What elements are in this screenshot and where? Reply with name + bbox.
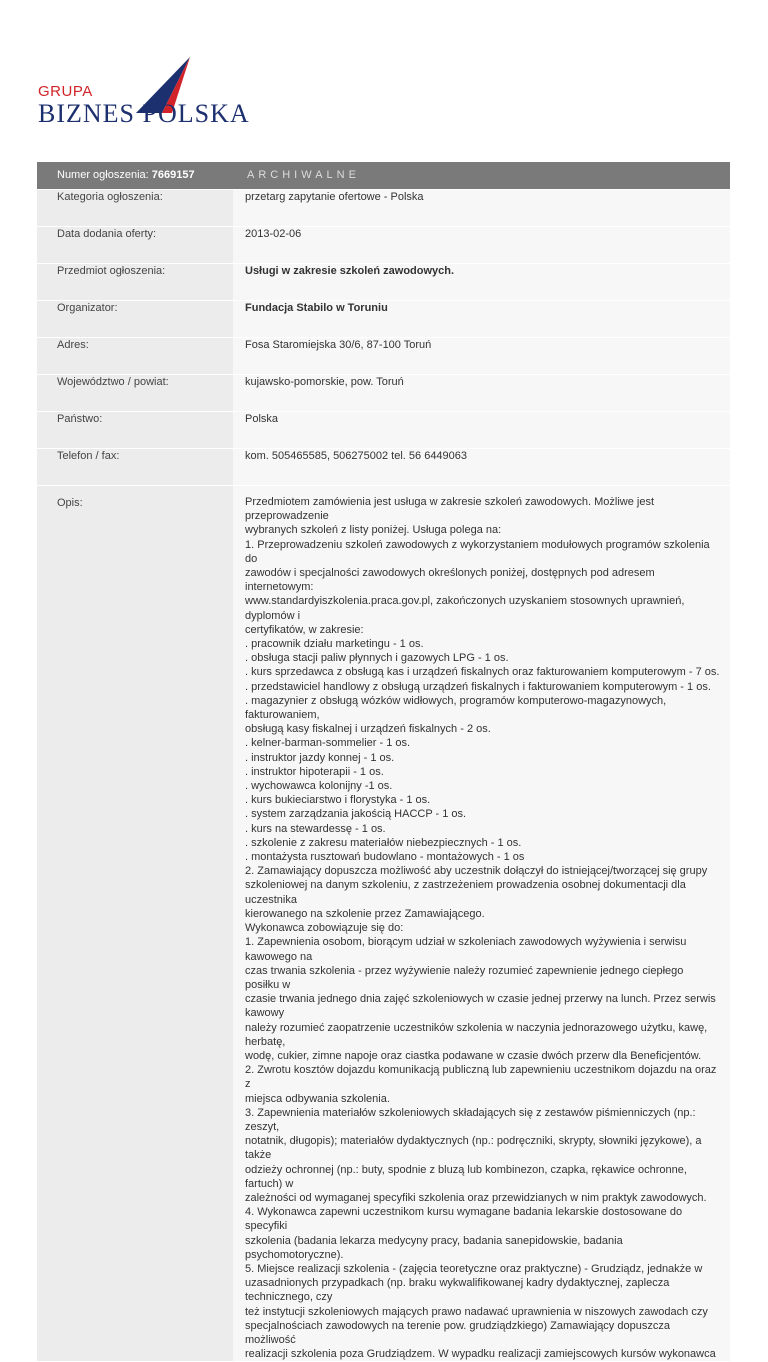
opis-line: . instruktor hipoterapii - 1 os. bbox=[245, 765, 384, 778]
opis-line: szkoleniowej na danym szkoleniu, z zastrzeżeniem prowadzenia osobnej dokumentacji dla uczestnika bbox=[245, 879, 686, 906]
data-value: 2013-02-06 bbox=[233, 227, 730, 264]
opis-line: realizacji szkolenia poza Grudziądzem. W wypadku realizacji zamiejscowych kursów wykonawca bbox=[245, 1348, 716, 1361]
status-badge: ARCHIWALNE bbox=[233, 162, 730, 190]
opis-line: . szkolenie z zakresu materiałów niebezpiecznych - 1 os. bbox=[245, 836, 522, 849]
przedmiot-value: Usługi w zakresie szkoleń zawodowych. bbox=[233, 264, 730, 301]
row-adres bbox=[37, 338, 730, 375]
opis-line: czas trwania szkolenia - przez wyżywienie należy rozumieć zapewnienie jednego ciepłego posiłku w bbox=[245, 964, 684, 991]
opis-line: . kelner-barman-sommelier - 1 os. bbox=[245, 737, 411, 750]
number-label: Numer ogłoszenia: bbox=[57, 169, 149, 181]
row-przedmiot bbox=[37, 264, 730, 301]
row-organizator bbox=[37, 301, 730, 338]
opis-line: . montażysta rusztowań budowlano - montażowych - 1 os bbox=[245, 851, 525, 864]
data-label: Data dodania oferty: bbox=[37, 227, 233, 264]
announcement-number bbox=[37, 162, 233, 190]
organizator-label: Organizator: bbox=[37, 301, 233, 338]
opis-line: . kurs bukieciarstwo i florystyka - 1 os. bbox=[245, 794, 431, 807]
opis-line: Przedmiotem zamówienia jest usługa w zakresie szkoleń zawodowych. Możliwe jest przeprowadzenie bbox=[245, 496, 654, 523]
opis-line: . obsługa stacji paliw płynnych i gazowych LPG - 1 os. bbox=[245, 652, 509, 665]
kategoria-value: przetarg zapytanie ofertowe - Polska bbox=[233, 190, 730, 227]
opis-line: . wychowawca kolonijny -1 os. bbox=[245, 780, 393, 793]
opis-line: www.standardyiszkolenia.praca.gov.pl, zakończonych uzyskaniem stosownych uprawnień, dyplomów i bbox=[245, 595, 685, 622]
logo-grupa-text: GRUPA bbox=[38, 83, 93, 100]
opis-line: . pracownik działu marketingu - 1 os. bbox=[245, 638, 424, 651]
opis-label: Opis: bbox=[37, 486, 233, 1362]
logo-name-text: BIZNES POLSKA bbox=[38, 99, 250, 128]
row-wojewodztwo bbox=[37, 375, 730, 412]
opis-line: wybranych szkoleń z listy poniżej. Usługa polega na: bbox=[245, 524, 502, 537]
panstwo-value: Polska bbox=[233, 412, 730, 449]
organizator-value: Fundacja Stabilo w Toruniu bbox=[233, 301, 730, 338]
opis-line: . kurs sprzedawca z obsługą kas i urządzeń fiskalnych oraz fakturowaniem komputerowym - 7 os. bbox=[245, 666, 720, 679]
opis-line: . instruktor jazdy konnej - 1 os. bbox=[245, 751, 395, 764]
opis-line: 2. Zwrotu kosztów dojazdu komunikacją publiczną lub zapewnieniu uczestnikom dojazdu na oraz z bbox=[245, 1064, 717, 1091]
number-value: 7669157 bbox=[151, 169, 195, 181]
opis-line: specjalnościach zawodowych na terenie pow. grudziądzkiego) Zamawiający dopuszcza możliwość bbox=[245, 1319, 670, 1346]
row-data bbox=[37, 227, 730, 264]
kategoria-label: Kategoria ogłoszenia: bbox=[37, 190, 233, 227]
opis-line: 5. Miejsce realizacji szkolenia - (zajęcia teoretyczne oraz praktyczne) - Grudziądz, jednakże w bbox=[245, 1262, 703, 1275]
wojewodztwo-label: Województwo / powiat: bbox=[37, 375, 233, 412]
telefon-label: Telefon / fax: bbox=[37, 449, 233, 486]
opis-line: należy rozumieć zaopatrzenie uczestników szkolenia w naczynia jednorazowego użytku, kawę, herbatę, bbox=[245, 1021, 708, 1048]
opis-line: zawodów i specjalności zawodowych określonych poniżej, dostępnych pod adresem internetowym: bbox=[245, 567, 655, 594]
logo bbox=[38, 55, 250, 130]
opis-line: 4. Wykonawca zapewni uczestnikom kursu wymagane badania lekarskie dostosowane do specyfiki bbox=[245, 1206, 683, 1233]
row-panstwo bbox=[37, 412, 730, 449]
adres-value: Fosa Staromiejska 30/6, 87-100 Toruń bbox=[233, 338, 730, 375]
opis-line: 1. Przeprowadzeniu szkoleń zawodowych z wykorzystaniem modułowych programów szkolenia do bbox=[245, 538, 710, 565]
header-row bbox=[37, 162, 730, 190]
opis-line: czasie trwania jednego dnia zajęć szkoleniowych w czasie jednej przerwy na lunch. Przez serwis kawowy bbox=[245, 993, 716, 1020]
opis-line: obsługą kasy fiskalnej i urządzeń fiskalnych - 2 os. bbox=[245, 723, 491, 736]
opis-line: certyfikatów, w zakresie: bbox=[245, 623, 364, 636]
opis-line: odzieży ochronnej (np.: buty, spodnie z bluzą lub kombinezon, czapka, rękawice ochronne, fartuch) w bbox=[245, 1163, 687, 1190]
opis-line: . system zarządzania jakością HACCP - 1 os. bbox=[245, 808, 467, 821]
row-opis bbox=[37, 486, 730, 1362]
telefon-value: kom. 505465585, 506275002 tel. 56 6449063 bbox=[233, 449, 730, 486]
row-kategoria bbox=[37, 190, 730, 227]
opis-line: 3. Zapewnienia materiałów szkoleniowych składających się z zestawów piśmienniczych (np.: zeszyt, bbox=[245, 1106, 696, 1133]
opis-line: . przedstawiciel handlowy z obsługą urządzeń fiskalnych i fakturowaniem komputerowym - 1 os. bbox=[245, 680, 711, 693]
opis-line: kierowanego na szkolenie przez Zamawiającego. bbox=[245, 907, 485, 920]
opis-line: uzasadnionych przypadkach (np. braku wykwalifikowanej kadry dydaktycznej, zaplecza technicznego, czy bbox=[245, 1277, 670, 1304]
opis-line: notatnik, długopis); materiałów dydaktycznych (np.: podręczniki, skrypty, słowniki językowe), a także bbox=[245, 1135, 702, 1162]
przedmiot-label: Przedmiot ogłoszenia: bbox=[37, 264, 233, 301]
opis-line: miejsca odbywania szkolenia. bbox=[245, 1092, 390, 1105]
panstwo-label: Państwo: bbox=[37, 412, 233, 449]
opis-line: 2. Zamawiający dopuszcza możliwość aby uczestnik dołączył do istniejącej/tworzącej się grupy bbox=[245, 865, 708, 878]
opis-line: . kurs na stewardessę - 1 os. bbox=[245, 822, 386, 835]
opis-line: szkolenia (badania lekarza medycyny pracy, badania sanepidowskie, badania psychomotoryczne). bbox=[245, 1234, 623, 1261]
row-telefon bbox=[37, 449, 730, 486]
opis-line: . magazynier z obsługą wózków widłowych, programów komputerowo-magazynowych, fakturowaniem, bbox=[245, 694, 667, 722]
wojewodztwo-value: kujawsko-pomorskie, pow. Toruń bbox=[233, 375, 730, 412]
opis-line: 1. Zapewnienia osobom, biorącym udział w szkoleniach zawodowych wyżywienia i serwisu kawowego na bbox=[245, 936, 687, 963]
announcement-table bbox=[37, 162, 730, 1362]
opis-line: wodę, cukier, zimne napoje oraz ciastka podawane w czasie dwóch przerw dla Beneficjentów. bbox=[245, 1049, 702, 1062]
opis-text bbox=[233, 486, 730, 1362]
adres-label: Adres: bbox=[37, 338, 233, 375]
opis-line: zależności od wymaganej specyfiki szkolenia oraz przewidzianych w nim praktyk zawodowych. bbox=[245, 1191, 707, 1204]
opis-line: Wykonawca zobowiązuje się do: bbox=[245, 922, 404, 935]
opis-line: też instytucji szkoleniowych mających prawo nadawać uprawnienia w niszowych zawodach czy bbox=[245, 1305, 708, 1318]
